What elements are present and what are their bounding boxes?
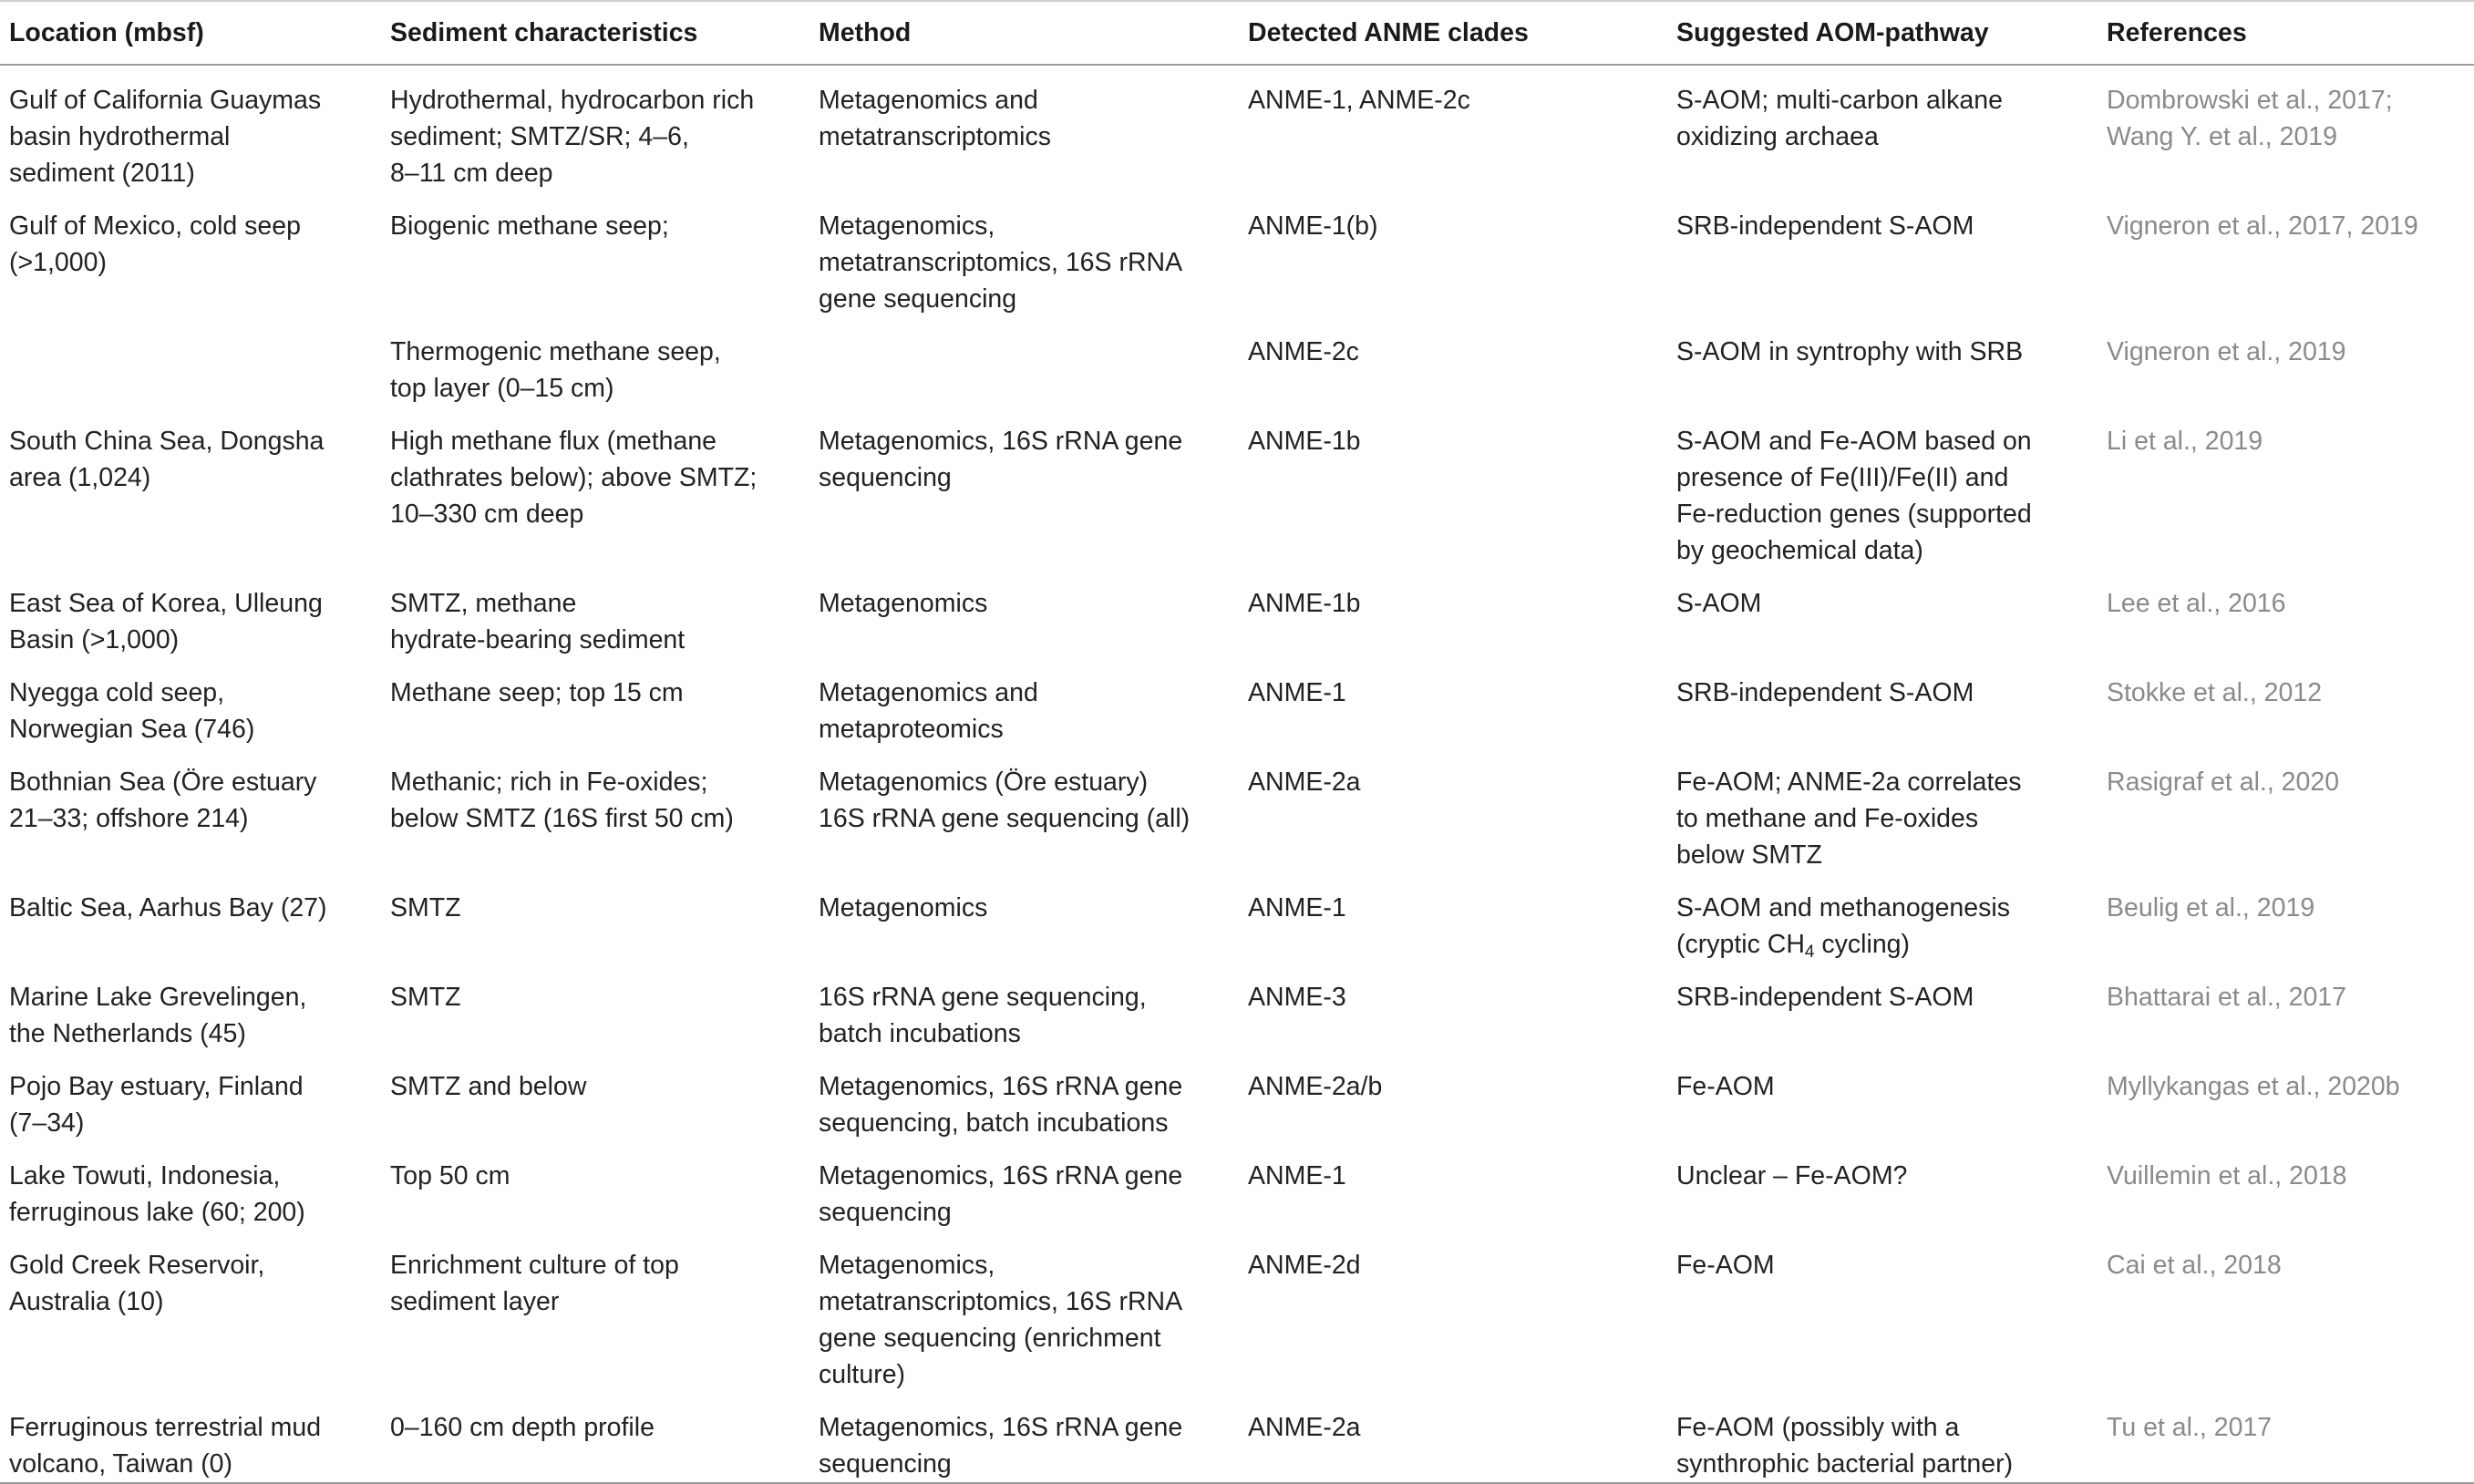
table-row bbox=[0, 658, 2474, 747]
cell-sediment bbox=[381, 1393, 809, 1483]
cell-location bbox=[0, 317, 381, 407]
cell-line: clathrates below); above SMTZ; bbox=[390, 463, 758, 492]
cell-line: Baltic Sea, Aarhus Bay (27) bbox=[9, 893, 327, 922]
cell-line: 16S rRNA gene sequencing (all) bbox=[819, 804, 1191, 833]
cell-line: ANME-2a/b bbox=[1248, 1072, 1383, 1101]
cell-pathway bbox=[1667, 873, 2098, 963]
cell-line: ANME-1 bbox=[1248, 678, 1346, 707]
cell-line: Lee et al., 2016 bbox=[2107, 589, 2286, 618]
cell-clades bbox=[1239, 407, 1667, 569]
cell-line: 16S rRNA gene sequencing, bbox=[819, 983, 1147, 1012]
cell-line: batch incubations bbox=[819, 1019, 1021, 1048]
table-body bbox=[0, 65, 2474, 1483]
cell-line: S-AOM and methanogenesis bbox=[1676, 893, 2010, 922]
cell-sediment bbox=[381, 747, 809, 873]
table-row bbox=[0, 963, 2474, 1052]
cell-line: Metagenomics, bbox=[819, 211, 995, 241]
cell-line: Thermogenic methane seep, bbox=[390, 337, 721, 366]
cell-line: culture) bbox=[819, 1360, 906, 1389]
cell-references bbox=[2098, 65, 2474, 191]
cell-line: SMTZ and below bbox=[390, 1072, 587, 1101]
cell-line: metaproteomics bbox=[819, 715, 1004, 744]
cell-line: gene sequencing bbox=[819, 284, 1017, 314]
cell-line: below SMTZ bbox=[1676, 840, 1822, 870]
cell-line: Enrichment culture of top bbox=[390, 1251, 679, 1280]
cell-line: Metagenomics, 16S rRNA gene bbox=[819, 1161, 1183, 1190]
cell-clades bbox=[1239, 317, 1667, 407]
cell-references bbox=[2098, 191, 2474, 317]
cell-pathway bbox=[1667, 317, 2098, 407]
cell-method bbox=[809, 65, 1239, 191]
cell-pathway bbox=[1667, 191, 2098, 317]
cell-line: (7–34) bbox=[9, 1108, 85, 1138]
cell-line: synthrophic bacterial partner) bbox=[1676, 1449, 2014, 1479]
cell-line: Bhattarai et al., 2017 bbox=[2107, 983, 2347, 1012]
cell-line: Bothnian Sea (Öre estuary bbox=[9, 768, 317, 797]
cell-location bbox=[0, 1393, 381, 1483]
cell-line: Metagenomics bbox=[819, 893, 988, 922]
cell-line: Metagenomics, 16S rRNA gene bbox=[819, 1072, 1183, 1101]
cell-line: sequencing bbox=[819, 1449, 952, 1479]
cell-line: basin hydrothermal bbox=[9, 122, 231, 151]
cell-line: to methane and Fe-oxides bbox=[1676, 804, 1979, 833]
cell-line: sequencing bbox=[819, 463, 952, 492]
header-clades: Detected ANME clades bbox=[1239, 1, 1667, 65]
table-row bbox=[0, 317, 2474, 407]
header-references: References bbox=[2098, 1, 2474, 65]
cell-method bbox=[809, 1141, 1239, 1231]
cell-references bbox=[2098, 1052, 2474, 1141]
cell-clades bbox=[1239, 65, 1667, 191]
cell-line: S-AOM and Fe-AOM based on bbox=[1676, 427, 2032, 456]
cell-sediment bbox=[381, 963, 809, 1052]
cell-location bbox=[0, 407, 381, 569]
cell-line: volcano, Taiwan (0) bbox=[9, 1449, 233, 1479]
cell-line: SMTZ bbox=[390, 893, 461, 922]
cell-line: Fe-AOM bbox=[1676, 1251, 1775, 1280]
cell-line: below SMTZ (16S first 50 cm) bbox=[390, 804, 734, 833]
cell-line: 21–33; offshore 214) bbox=[9, 804, 249, 833]
cell-sediment bbox=[381, 407, 809, 569]
cell-line: ANME-1 bbox=[1248, 893, 1346, 922]
cell-line: ANME-2a bbox=[1248, 768, 1361, 797]
cell-location bbox=[0, 963, 381, 1052]
cell-method bbox=[809, 747, 1239, 873]
cell-pathway bbox=[1667, 963, 2098, 1052]
cell-references bbox=[2098, 747, 2474, 873]
cell-pathway bbox=[1667, 1393, 2098, 1483]
cell-method bbox=[809, 407, 1239, 569]
cell-pathway bbox=[1667, 65, 2098, 191]
cell-method bbox=[809, 317, 1239, 407]
cell-line: S-AOM bbox=[1676, 589, 1762, 618]
cell-sediment bbox=[381, 873, 809, 963]
header-pathway: Suggested AOM-pathway bbox=[1667, 1, 2098, 65]
cell-location bbox=[0, 65, 381, 191]
table-row bbox=[0, 747, 2474, 873]
cell-line: Gold Creek Reservoir, bbox=[9, 1251, 265, 1280]
cell-pathway bbox=[1667, 569, 2098, 658]
cell-line: Pojo Bay estuary, Finland bbox=[9, 1072, 304, 1101]
cell-line: SMTZ bbox=[390, 983, 461, 1012]
cell-line: ANME-2a bbox=[1248, 1413, 1361, 1442]
cell-references bbox=[2098, 407, 2474, 569]
cell-sediment bbox=[381, 191, 809, 317]
cell-pathway bbox=[1667, 747, 2098, 873]
cell-line: Dombrowski et al., 2017; bbox=[2107, 86, 2393, 115]
cell-line: Top 50 cm bbox=[390, 1161, 510, 1190]
cell-line: Stokke et al., 2012 bbox=[2107, 678, 2323, 707]
cell-line: Metagenomics, bbox=[819, 1251, 995, 1280]
table-row bbox=[0, 65, 2474, 191]
cell-sediment bbox=[381, 1052, 809, 1141]
cell-location bbox=[0, 1052, 381, 1141]
cell-line: Metagenomics bbox=[819, 589, 988, 618]
cell-line: SRB-independent S-AOM bbox=[1676, 983, 1974, 1012]
cell-method bbox=[809, 963, 1239, 1052]
cell-line: (>1,000) bbox=[9, 248, 107, 277]
table-row bbox=[0, 1231, 2474, 1393]
cell-line: ferruginous lake (60; 200) bbox=[9, 1198, 305, 1227]
cell-line: South China Sea, Dongsha bbox=[9, 427, 325, 456]
cell-references bbox=[2098, 873, 2474, 963]
cell-line: Metagenomics (Öre estuary) bbox=[819, 768, 1149, 797]
cell-line: High methane flux (methane bbox=[390, 427, 717, 456]
cell-line: Vuillemin et al., 2018 bbox=[2107, 1161, 2347, 1190]
cell-line: Metagenomics, 16S rRNA gene bbox=[819, 1413, 1183, 1442]
cell-method bbox=[809, 658, 1239, 747]
cell-method bbox=[809, 569, 1239, 658]
cell-line: ANME-1b bbox=[1248, 427, 1361, 456]
cell-clades bbox=[1239, 873, 1667, 963]
cell-line: ANME-3 bbox=[1248, 983, 1346, 1012]
header-row bbox=[0, 1, 2474, 65]
cell-line: ANME-1 bbox=[1248, 1161, 1346, 1190]
header-method: Method bbox=[809, 1, 1239, 65]
cell-location bbox=[0, 658, 381, 747]
cell-line: Unclear – Fe-AOM? bbox=[1676, 1161, 1908, 1190]
cell-line: sequencing bbox=[819, 1198, 952, 1227]
cell-sediment bbox=[381, 1141, 809, 1231]
cell-line: S-AOM in syntrophy with SRB bbox=[1676, 337, 2024, 366]
cell-line: Lake Towuti, Indonesia, bbox=[9, 1161, 281, 1190]
cell-clades bbox=[1239, 569, 1667, 658]
cell-line: SMTZ, methane bbox=[390, 589, 577, 618]
cell-line: Hydrothermal, hydrocarbon rich bbox=[390, 86, 755, 115]
cell-line: Gulf of Mexico, cold seep bbox=[9, 211, 301, 241]
table-row bbox=[0, 569, 2474, 658]
cell-sediment bbox=[381, 65, 809, 191]
table-row bbox=[0, 873, 2474, 963]
cell-line: SRB-independent S-AOM bbox=[1676, 211, 1974, 241]
table-row bbox=[0, 1393, 2474, 1483]
cell-line: Rasigraf et al., 2020 bbox=[2107, 768, 2340, 797]
cell-line: Gulf of California Guaymas bbox=[9, 86, 322, 115]
cell-line: sediment layer bbox=[390, 1287, 560, 1316]
cell-line: 10–330 cm deep bbox=[390, 500, 584, 529]
cell-line: sediment (2011) bbox=[9, 159, 195, 188]
cell-method bbox=[809, 1052, 1239, 1141]
cell-line: oxidizing archaea bbox=[1676, 122, 1879, 151]
cell-clades bbox=[1239, 1231, 1667, 1393]
cell-method bbox=[809, 1393, 1239, 1483]
cell-pathway bbox=[1667, 1052, 2098, 1141]
cell-line: top layer (0–15 cm) bbox=[390, 374, 614, 403]
table-row bbox=[0, 407, 2474, 569]
cell-clades bbox=[1239, 1141, 1667, 1231]
cell-line: Methane seep; top 15 cm bbox=[390, 678, 684, 707]
cell-location bbox=[0, 747, 381, 873]
cell-line: Metagenomics and bbox=[819, 678, 1038, 707]
cell-line: 0–160 cm depth profile bbox=[390, 1413, 655, 1442]
cell-line: Metagenomics, 16S rRNA gene bbox=[819, 427, 1183, 456]
cell-line: gene sequencing (enrichment bbox=[819, 1324, 1161, 1353]
cell-line: Vigneron et al., 2019 bbox=[2107, 337, 2346, 366]
cell-pathway bbox=[1667, 1231, 2098, 1393]
cell-sediment bbox=[381, 569, 809, 658]
cell-line: metatranscriptomics bbox=[819, 122, 1051, 151]
cell-line: metatranscriptomics, 16S rRNA bbox=[819, 1287, 1183, 1316]
cell-method bbox=[809, 1231, 1239, 1393]
cell-line: ANME-1(b) bbox=[1248, 211, 1378, 241]
cell-clades bbox=[1239, 191, 1667, 317]
cell-line: Beulig et al., 2019 bbox=[2107, 893, 2315, 922]
cell-line: Vigneron et al., 2017, 2019 bbox=[2107, 211, 2418, 241]
cell-line: (cryptic $CH_4$ cycling) bbox=[1676, 930, 1911, 962]
cell-line: Myllykangas et al., 2020b bbox=[2107, 1072, 2400, 1101]
table-row bbox=[0, 191, 2474, 317]
cell-line: the Netherlands (45) bbox=[9, 1019, 246, 1048]
cell-line: Cai et al., 2018 bbox=[2107, 1251, 2282, 1280]
cell-line: sediment; SMTZ/SR; 4–6, bbox=[390, 122, 689, 151]
cell-line: 8–11 cm deep bbox=[390, 159, 553, 188]
cell-clades bbox=[1239, 658, 1667, 747]
cell-pathway bbox=[1667, 1141, 2098, 1231]
cell-line: Biogenic methane seep; bbox=[390, 211, 669, 241]
cell-sediment bbox=[381, 1231, 809, 1393]
cell-line: Metagenomics and bbox=[819, 86, 1038, 115]
cell-line: ANME-2c bbox=[1248, 337, 1359, 366]
cell-clades bbox=[1239, 963, 1667, 1052]
cell-line: East Sea of Korea, Ulleung bbox=[9, 589, 323, 618]
cell-line: Wang Y. et al., 2019 bbox=[2107, 122, 2337, 151]
cell-sediment bbox=[381, 658, 809, 747]
cell-method bbox=[809, 191, 1239, 317]
cell-line: ANME-2d bbox=[1248, 1251, 1361, 1280]
cell-line: SRB-independent S-AOM bbox=[1676, 678, 1974, 707]
header-sediment: Sediment characteristics bbox=[381, 1, 809, 65]
cell-line: Basin (>1,000) bbox=[9, 625, 180, 654]
cell-line: Fe-AOM (possibly with a bbox=[1676, 1413, 1960, 1442]
cell-line: Fe-AOM; ANME-2a correlates bbox=[1676, 768, 2022, 797]
table-row bbox=[0, 1052, 2474, 1141]
cell-references bbox=[2098, 317, 2474, 407]
cell-method bbox=[809, 873, 1239, 963]
cell-location bbox=[0, 1141, 381, 1231]
cell-sediment bbox=[381, 317, 809, 407]
cell-line: hydrate-bearing sediment bbox=[390, 625, 686, 654]
cell-line: Norwegian Sea (746) bbox=[9, 715, 255, 744]
cell-references bbox=[2098, 658, 2474, 747]
cell-references bbox=[2098, 963, 2474, 1052]
cell-line: ANME-1, ANME-2c bbox=[1248, 86, 1470, 115]
cell-location bbox=[0, 1231, 381, 1393]
cell-line: metatranscriptomics, 16S rRNA bbox=[819, 248, 1183, 277]
cell-pathway bbox=[1667, 407, 2098, 569]
cell-line: Australia (10) bbox=[9, 1287, 164, 1316]
cell-line: Tu et al., 2017 bbox=[2107, 1413, 2273, 1442]
cell-location bbox=[0, 569, 381, 658]
cell-line: Ferruginous terrestrial mud bbox=[9, 1413, 322, 1442]
cell-pathway bbox=[1667, 658, 2098, 747]
table-row bbox=[0, 1141, 2474, 1231]
cell-references bbox=[2098, 1231, 2474, 1393]
cell-references bbox=[2098, 1393, 2474, 1483]
cell-line: presence of Fe(III)/Fe(II) and bbox=[1676, 463, 2009, 492]
cell-clades bbox=[1239, 1393, 1667, 1483]
cell-line: sequencing, batch incubations bbox=[819, 1108, 1169, 1138]
cell-line: Nyegga cold seep, bbox=[9, 678, 225, 707]
cell-location bbox=[0, 873, 381, 963]
cell-line: ANME-1b bbox=[1248, 589, 1361, 618]
cell-clades bbox=[1239, 1052, 1667, 1141]
cell-line: Marine Lake Grevelingen, bbox=[9, 983, 307, 1012]
cell-line: by geochemical data) bbox=[1676, 536, 1923, 565]
cell-clades bbox=[1239, 747, 1667, 873]
cell-line: area (1,024) bbox=[9, 463, 151, 492]
cell-references bbox=[2098, 1141, 2474, 1231]
cell-line: Fe-AOM bbox=[1676, 1072, 1775, 1101]
header-location: Location (mbsf) bbox=[0, 1, 381, 65]
cell-location bbox=[0, 191, 381, 317]
cell-line: S-AOM; multi-carbon alkane bbox=[1676, 86, 2003, 115]
cell-line: Li et al., 2019 bbox=[2107, 427, 2263, 456]
cell-references bbox=[2098, 569, 2474, 658]
cell-line: Fe-reduction genes (supported bbox=[1676, 500, 2032, 529]
cell-line: Methanic; rich in Fe-oxides; bbox=[390, 768, 708, 797]
